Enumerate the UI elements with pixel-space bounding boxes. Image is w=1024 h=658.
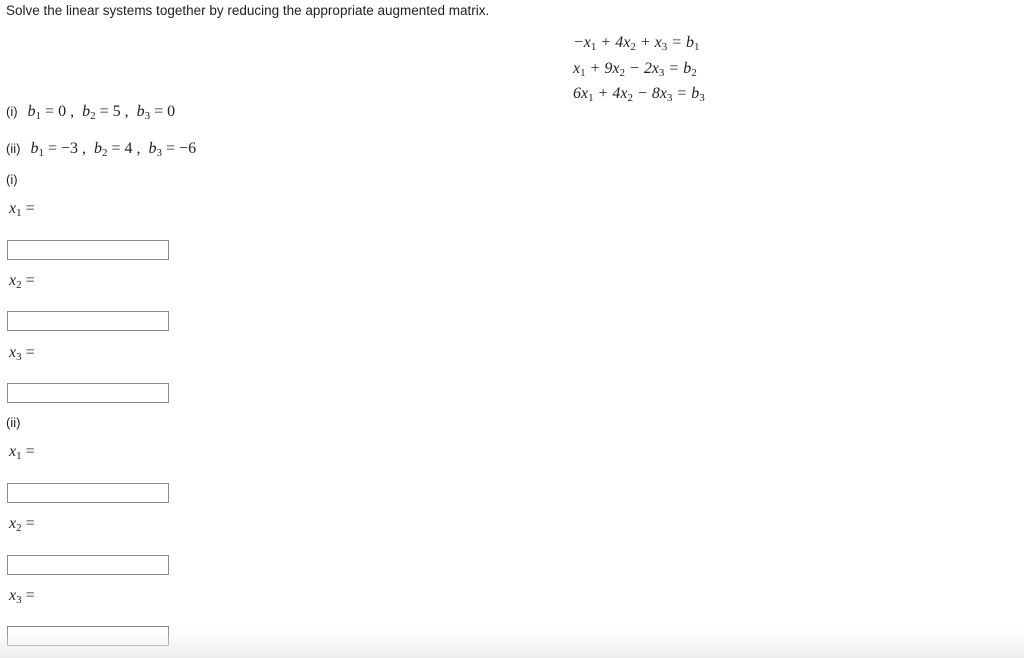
condition-i: (i) $b_1 = 0$ , $b_2 = 5$ , $b_3 = 0$ bbox=[6, 103, 176, 122]
part-ii-x1-label: $x_1$ = bbox=[9, 443, 35, 462]
part-ii-x2-input[interactable] bbox=[7, 555, 169, 575]
part-i-x1-input[interactable] bbox=[7, 240, 169, 260]
part-ii-x1-input[interactable] bbox=[7, 483, 169, 503]
part-i-x3-input[interactable] bbox=[7, 383, 169, 403]
part-i-label: (i) bbox=[6, 172, 18, 187]
part-i-x1-label: $x_1$ = bbox=[9, 200, 35, 219]
part-ii-x2-label: $x_2$ = bbox=[9, 515, 35, 534]
part-i-x2-label: $x_2$ = bbox=[9, 272, 35, 291]
part-i-x2-input[interactable] bbox=[7, 311, 169, 331]
problem-prompt: Solve the linear systems together by reducing the appropriate augmented matrix. bbox=[6, 3, 490, 18]
equation-2: $x_1 + 9x_2 - 2x_3 = b_2$ bbox=[573, 60, 697, 79]
condition-ii: (ii) $b_1 = -3$ , $b_2 = 4$ , $b_3 = -6$ bbox=[6, 140, 197, 159]
part-i-x3-label: $x_3$ = bbox=[9, 344, 35, 363]
equation-3: $6x_1 + 4x_2 - 8x_3 = b_3$ bbox=[573, 85, 705, 104]
part-ii-label: (ii) bbox=[6, 415, 21, 430]
equation-1: $-x_1 + 4x_2 + x_3 = b_1$ bbox=[573, 34, 700, 53]
part-ii-x3-input[interactable] bbox=[7, 626, 169, 646]
part-ii-x3-label: $x_3$ = bbox=[9, 587, 35, 606]
